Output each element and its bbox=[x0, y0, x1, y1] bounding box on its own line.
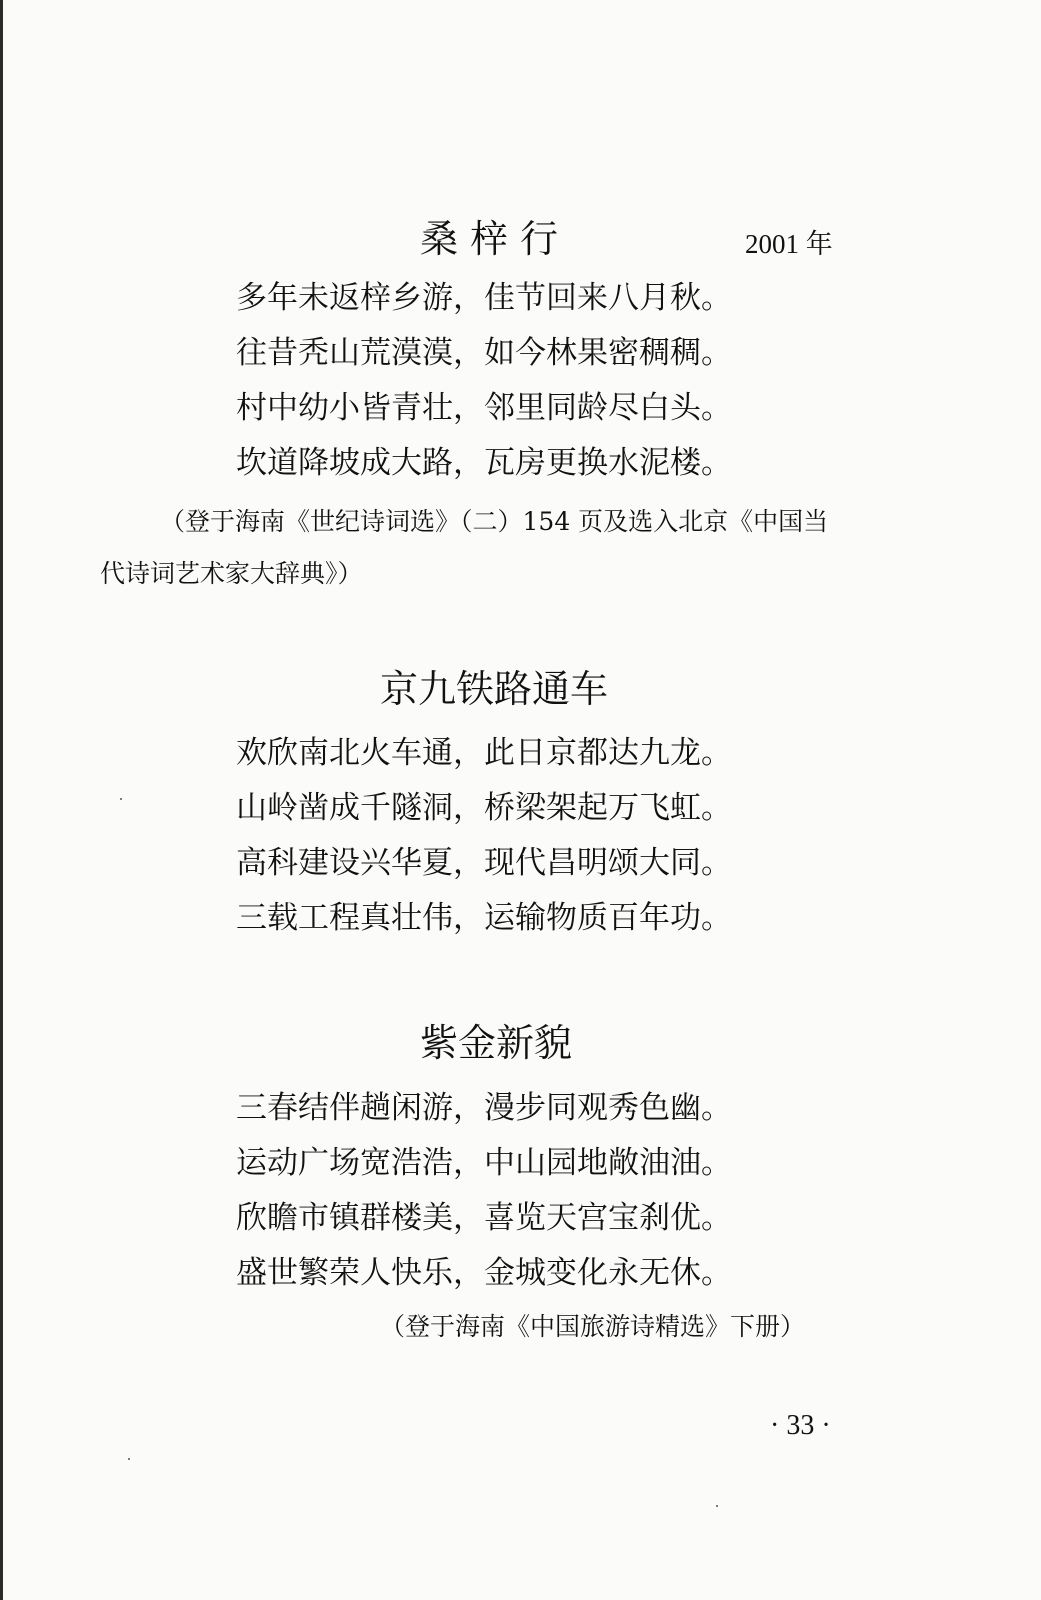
scan-speck bbox=[120, 798, 122, 800]
poem-2-line-4: 三载工程真壮伟，运输物质百年功。 bbox=[236, 900, 732, 936]
poem-1-line-2: 往昔秃山荒漠漠，如今林果密稠稠。 bbox=[236, 335, 732, 371]
poem-1-title: 桑梓行 bbox=[420, 217, 571, 261]
poem-1-line-1: 多年未返梓乡游，佳节回来八月秋。 bbox=[236, 280, 732, 316]
poem-2-line-3: 高科建设兴华夏，现代昌明颂大同。 bbox=[236, 845, 732, 881]
poem-2-line-2: 山岭凿成千隧洞，桥梁架起万飞虹。 bbox=[236, 790, 732, 826]
poem-1-note-line-2: 代诗词艺术家大辞典》） bbox=[100, 559, 363, 588]
poem-2-title: 京九铁路通车 bbox=[380, 667, 609, 711]
poem-1-note-line-1: （登于海南《世纪诗词选》（二）154 页及选入北京《中国当 bbox=[160, 507, 829, 536]
poem-3-line-3: 欣瞻市镇群楼美，喜览天宫宝刹优。 bbox=[236, 1200, 732, 1236]
poem-3-line-2: 运动广场宽浩浩，中山园地敞油油。 bbox=[236, 1145, 732, 1181]
poem-1-line-3: 村中幼小皆青壮，邻里同龄尽白头。 bbox=[236, 390, 732, 426]
poem-3-note: （登于海南《中国旅游诗精选》下册） bbox=[380, 1312, 806, 1341]
poem-2-line-1: 欢欣南北火车通，此日京都达九龙。 bbox=[236, 735, 732, 771]
poem-3-line-1: 三春结伴趟闲游，漫步同观秀色幽。 bbox=[236, 1090, 732, 1126]
page-number: · 33 · bbox=[770, 1410, 831, 1441]
poem-1-year: 2001 年 bbox=[745, 229, 833, 259]
page-binding-edge bbox=[0, 0, 3, 1600]
poem-3-line-4: 盛世繁荣人快乐，金城变化永无休。 bbox=[236, 1255, 732, 1291]
scan-speck bbox=[716, 1505, 718, 1507]
poem-1-line-4: 坎道降坡成大路，瓦房更换水泥楼。 bbox=[236, 445, 732, 481]
poem-3-title: 紫金新貌 bbox=[420, 1021, 573, 1065]
scan-speck bbox=[128, 1458, 130, 1460]
